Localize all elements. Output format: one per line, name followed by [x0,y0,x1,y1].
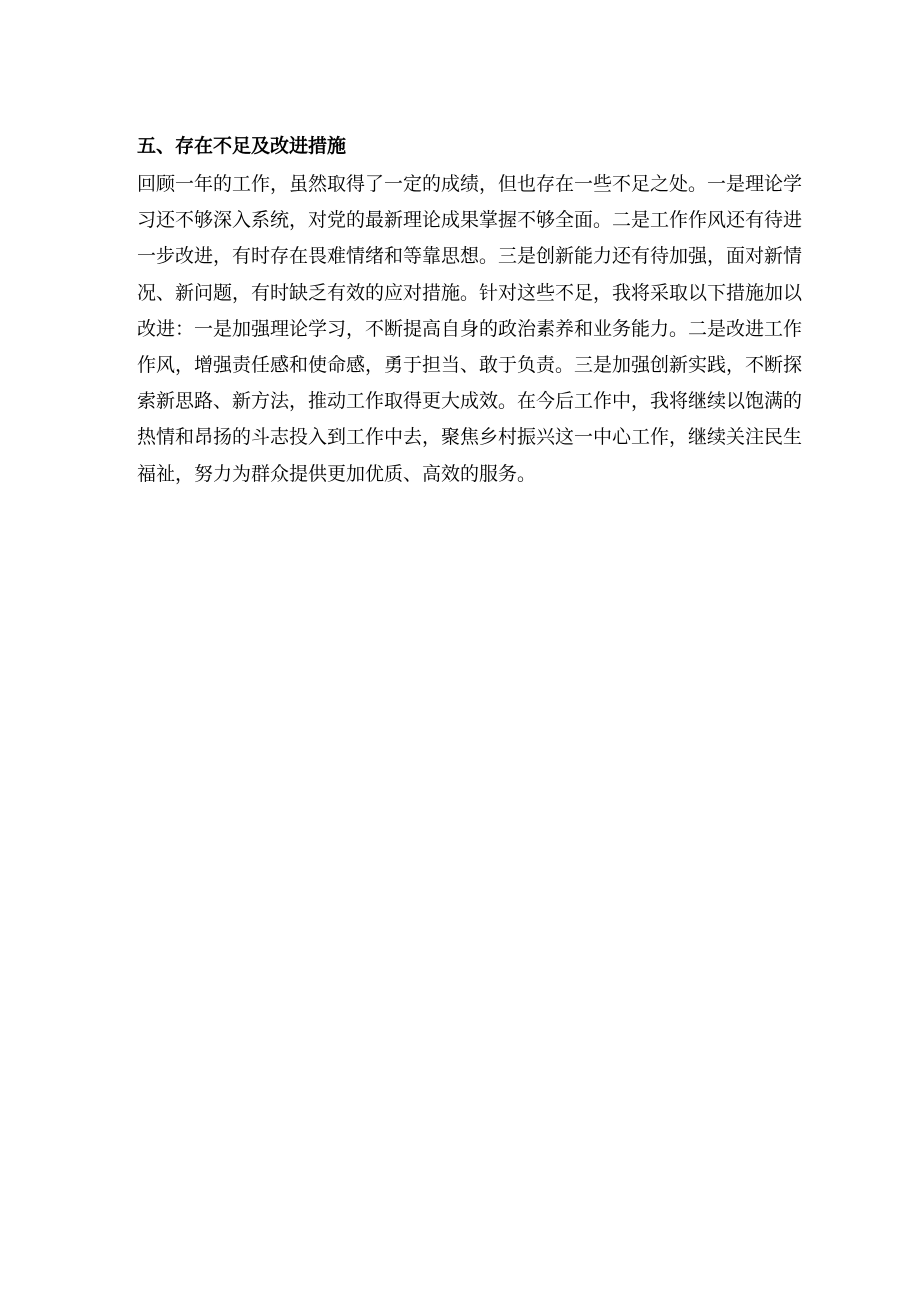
paragraph-line: 况、新问题，有时缺乏有效的应对措施。针对这些不足，我将采取以下措施加以 [137,281,803,304]
paragraph-line: 一步改进，有时存在畏难情绪和等靠思想。三是创新能力还有待加强，面对新情 [137,245,803,268]
document-content [137,128,803,492]
paragraph-line: 习还不够深入系统，对党的最新理论成果掌握不够全面。二是工作作风还有待进 [137,209,803,232]
body-paragraph [137,166,803,492]
paragraph-line: 热情和昂扬的斗志投入到工作中去，聚焦乡村振兴这一中心工作，继续关注民生 [137,426,803,449]
paragraph-line: 索新思路、新方法，推动工作取得更大成效。在今后工作中，我将继续以饱满的 [137,390,803,413]
paragraph-line: 福祉，努力为群众提供更加优质、高效的服务。 [137,462,537,485]
paragraph-line: 作风，增强责任感和使命感，勇于担当、敢于负责。三是加强创新实践，不断探 [137,354,803,377]
section-title: 五、存在不足及改进措施 [137,135,347,157]
paragraph-line: 回顾一年的工作，虽然取得了一定的成绩，但也存在一些不足之处。一是理论学 [137,173,803,195]
paragraph-line: 改进：一是加强理论学习，不断提高自身的政治素养和业务能力。二是改进工作 [137,317,803,340]
